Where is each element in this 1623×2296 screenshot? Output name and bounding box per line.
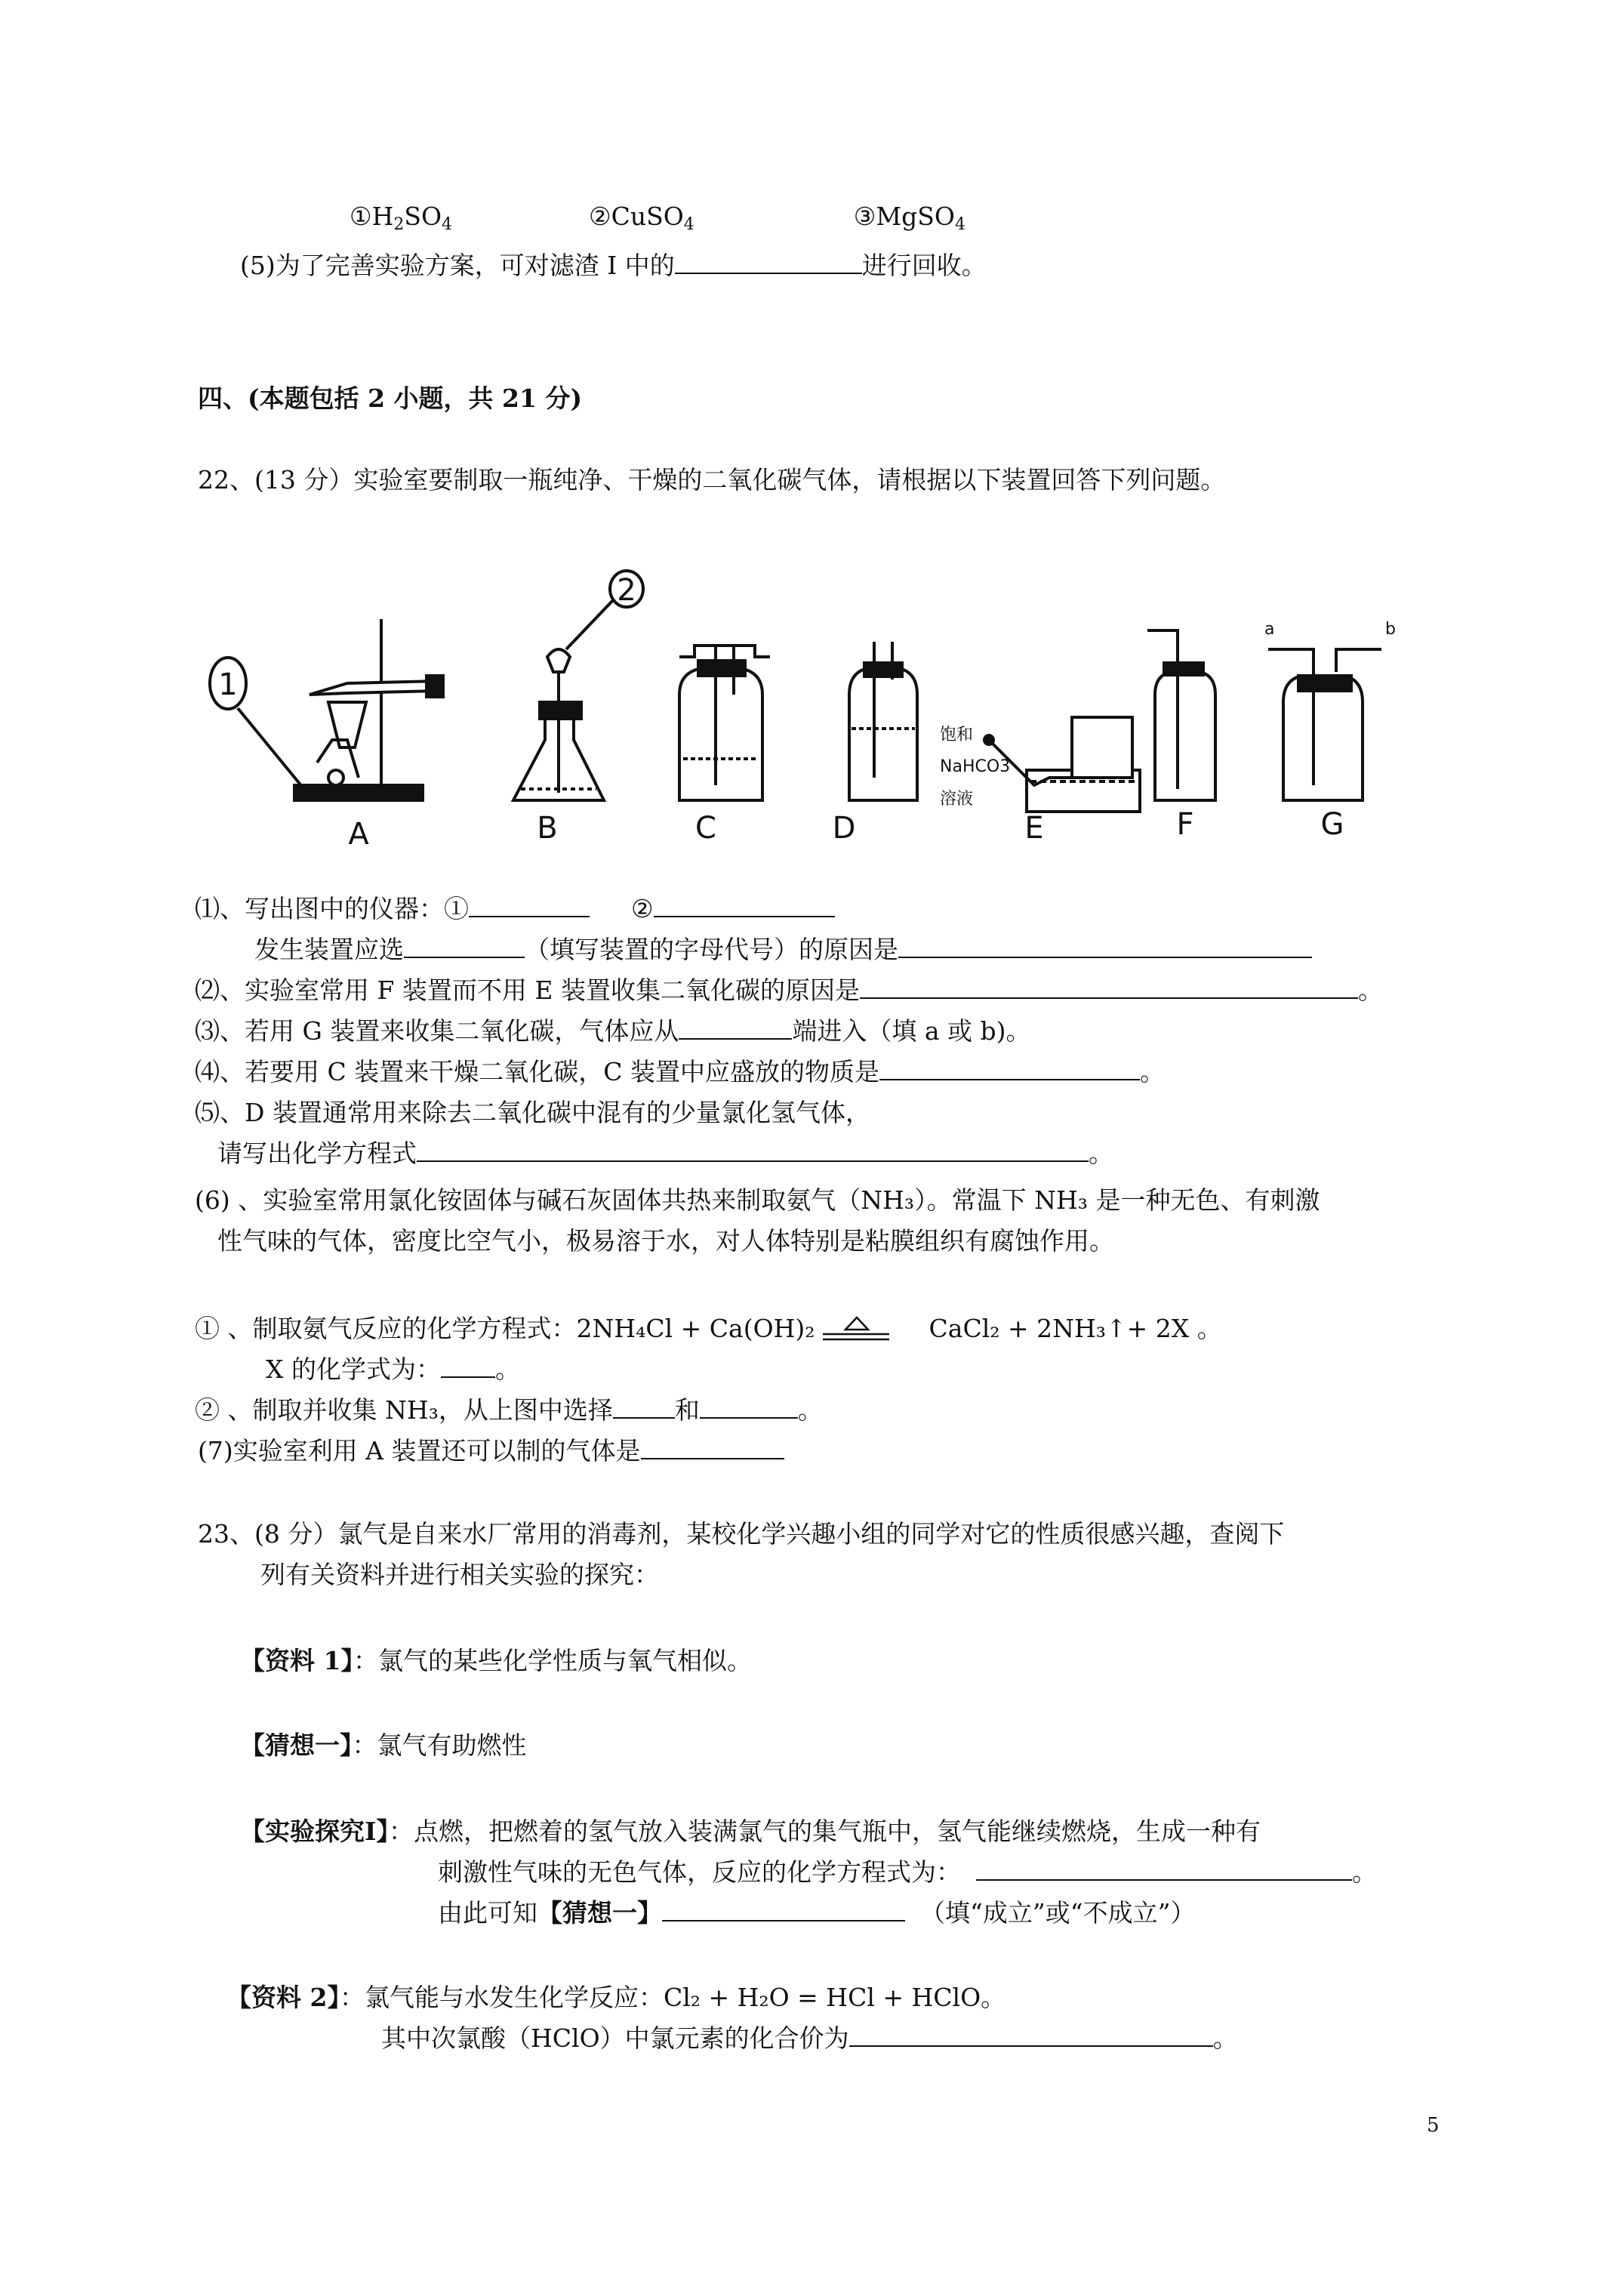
apparatus-label: G [1320,807,1344,842]
apparatus-figure [196,559,1464,846]
answer-blank[interactable] [849,2023,1213,2047]
apparatus-label: B [537,811,558,846]
apparatus-g [1264,620,1396,800]
answer-blank[interactable] [641,1435,784,1459]
q22-part1b: 发生装置应选 （填写装置的字母代号）的原因是 [254,933,1312,966]
apparatus-d [849,642,1010,809]
experiment-1-c: 由此可知【猜想一】 （填“成立”或“不成立”） [438,1898,1196,1928]
answer-blank[interactable] [860,975,1358,999]
experiment-1: 【实验探究Ⅰ】：点燃，把燃着的氢气放入装满氯气的集气瓶中，氢气能继续燃烧，生成一种有 [240,1817,1261,1846]
answer-blank[interactable] [700,1395,798,1419]
svg-text:b: b [1385,620,1396,639]
heat-equals-sign [823,1319,891,1342]
answer-blank[interactable] [417,1138,1089,1162]
q22-intro: 22、(13 分）实验室要制取一瓶纯净、干燥的二氧化碳气体，请根据以下装置回答下列问题。 [198,465,1226,495]
reference-1: 【资料 1】：氯气的某些化学性质与氧气相似。 [240,1646,752,1675]
q22-part5b: 请写出化学方程式 。 [217,1139,1113,1168]
collect-nh3-line: ② 、制取并收集 NH₃，从上图中选择 和 。 [195,1395,823,1425]
svg-text:NaHCO3: NaHCO3 [940,757,1011,776]
option-2: ②CuSO [589,202,684,231]
x-formula-line: X 的化学式为： 。 [266,1354,520,1384]
q22-part6a: (6) 、实验室常用氯化铵固体与碱石灰固体共热来制取氨气（NH₃）。常温下 NH₃ 是一种无色、有刺激 [195,1185,1320,1215]
svg-text:饱和: 饱和 [940,726,974,744]
page-number: 5 [1427,2114,1440,2137]
q21-part5: (5)为了完善实验方案，可对滤渣 I 中的 进行回收。 [240,251,987,280]
q22-part6b: 性气味的气体，密度比空气小，极易溶于水，对人体特别是粘膜组织有腐蚀作用。 [217,1226,1114,1256]
apparatus-label: D [832,811,856,846]
answer-blank[interactable] [441,1354,495,1378]
apparatus-a [210,619,443,800]
apparatus-label: C [695,811,716,846]
section-heading: 四、(本题包括 2 小题，共 21 分) [198,384,583,413]
svg-text:a: a [1264,620,1275,639]
answer-blank[interactable] [404,934,525,958]
reference-2-b: 其中次氯酸（HClO）中氯元素的化合价为 。 [381,2023,1238,2053]
answer-blank[interactable] [879,1056,1140,1080]
svg-text:溶液: 溶液 [940,790,974,809]
option-3: ③MgSO [853,202,955,231]
apparatus-label: F [1176,807,1194,842]
circle-label-1: 1 [218,667,238,702]
q22-part5a: ⑸、D 装置通常用来除去二氧化碳中混有的少量氯化氢气体， [195,1098,870,1127]
apparatus-c [679,646,770,800]
answer-blank[interactable] [679,1015,792,1040]
answer-blank[interactable] [654,893,835,917]
ammonia-equation: ① 、制取氨气反应的化学方程式：2NH₄Cl + Ca(OH)₂ CaCl₂ + 2NH₃↑+ 2X 。 [195,1314,1222,1343]
apparatus-f [1147,630,1215,800]
experiment-1-b: 刺激性气味的无色气体，反应的化学方程式为： 。 [438,1857,1377,1887]
answer-blank[interactable] [662,1897,905,1922]
q22-part1: ⑴、写出图中的仪器：① ② [195,892,835,926]
q23-intro-b: 列有关资料并进行相关实验的探究： [260,1560,659,1589]
answer-blank[interactable] [976,1857,1352,1881]
q22-part7: (7)实验室利用 A 装置还可以制的气体是 [198,1435,784,1468]
options-line: $①H_2SO_4$ ②CuSO$_4$ ③MgSO$_4$ [350,202,965,234]
answer-blank[interactable] [613,1395,675,1419]
hypothesis-1: 【猜想一】：氯气有助燃性 [240,1730,527,1760]
q23-intro-a: 23、(8 分）氯气是自来水厂常用的消毒剂，某校化学兴趣小组的同学对它的性质很感兴趣，查阅下 [198,1519,1285,1549]
apparatus-b [513,571,643,800]
q22-part4: ⑷、若要用 C 装置来干燥二氧化碳，C 装置中应盛放的物质是 。 [195,1057,1165,1086]
circle-label-2: 2 [617,573,636,608]
q22-part2: ⑵、实验室常用 F 装置而不用 E 装置收集二氧化碳的原因是 。 [195,975,1383,1005]
apparatus-label: E [1024,811,1044,846]
option-1: ①H [350,202,394,231]
reference-2: 【资料 2】：氯气能与水发生化学反应：Cl₂ + H₂O = HCl + HClO。 [226,1983,1006,2012]
q22-part3: ⑶、若用 G 装置来收集二氧化碳，气体应从 端进入（填 a 或 b)。 [195,1016,1031,1046]
answer-blank[interactable] [469,893,590,917]
answer-blank[interactable] [675,250,862,274]
answer-blank[interactable] [898,934,1312,958]
apparatus-label: A [348,817,369,846]
